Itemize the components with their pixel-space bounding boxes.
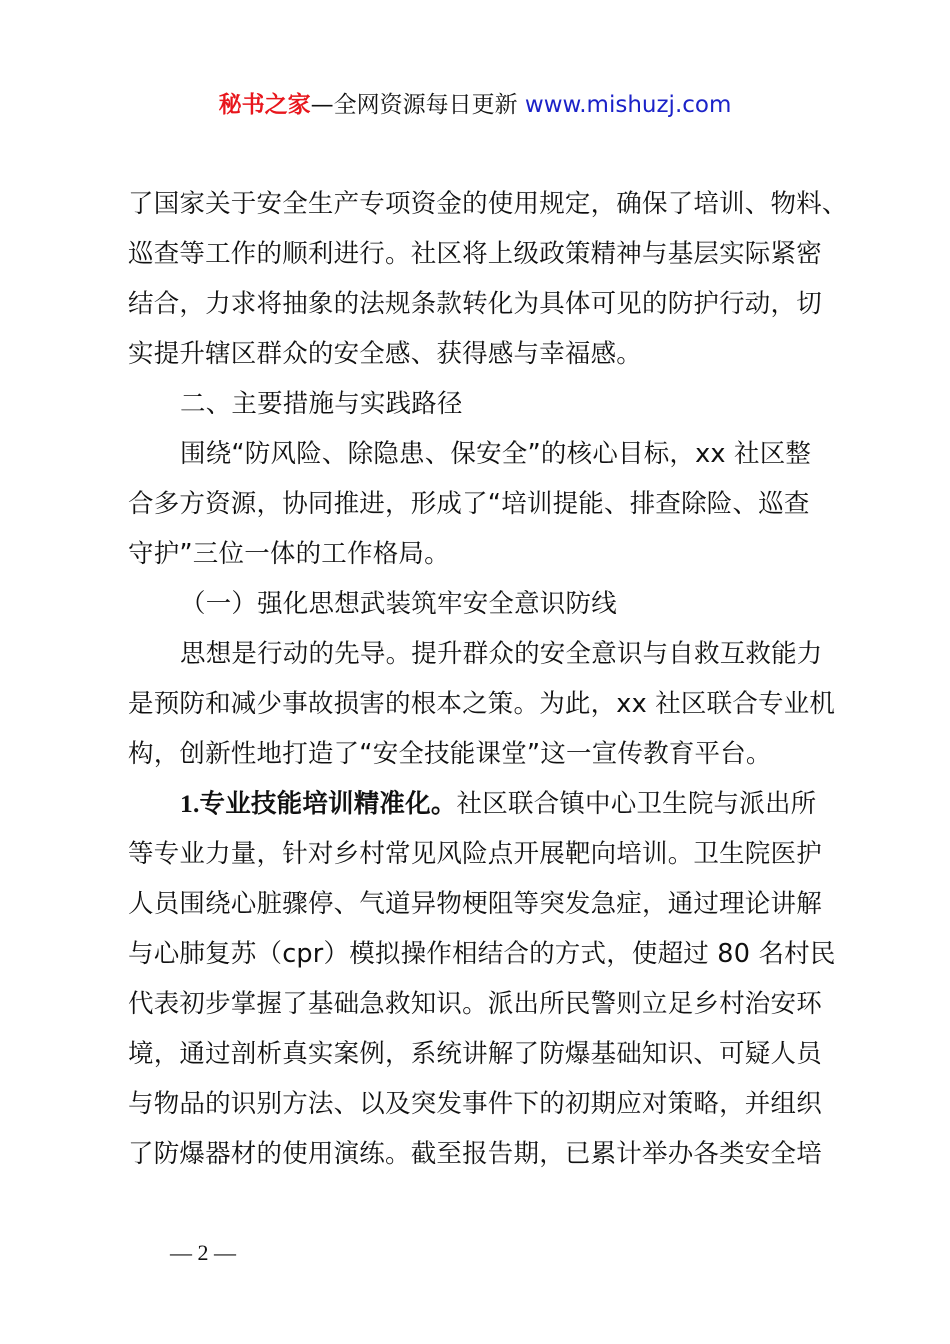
paragraph-line: 了防爆器材的使用演练。截至报告期，已累计举办各类安全培 — [128, 1139, 822, 1169]
paragraph-line: 代表初步掌握了基础急救知识。派出所民警则立足乡村治安环 — [128, 989, 822, 1019]
item-number: 1. — [180, 789, 200, 818]
site-header — [0, 88, 950, 122]
paragraph-line: 合多方资源，协同推进，形成了“培训提能、排查除险、巡查 — [128, 489, 810, 519]
paragraph-line: 巡查等工作的顺利进行。社区将上级政策精神与基层实际紧密 — [128, 239, 822, 269]
page-number: — 2 — — [170, 1240, 236, 1265]
subsection-heading: （一）强化思想武装筑牢安全意识防线 — [180, 589, 617, 619]
paragraph-line: 围绕“防风险、除隐患、保安全”的核心目标，xx 社区整 — [180, 439, 812, 469]
paragraph-line: 思想是行动的先导。提升群众的安全意识与自救互救能力 — [180, 639, 823, 669]
item-title: 专业技能培训精准化。 — [199, 789, 457, 819]
header-dash: — — [310, 92, 334, 118]
paragraph-line: 了国家关于安全生产专项资金的使用规定，确保了培训、物料、 — [128, 189, 848, 219]
paragraph-line: 守护”三位一体的工作格局。 — [128, 539, 450, 569]
paragraph-line: 人员围绕心脏骤停、气道异物梗阻等突发急症，通过理论讲解 — [128, 889, 822, 919]
paragraph-line: 等专业力量，针对乡村常见风险点开展靶向培训。卫生院医护 — [128, 839, 822, 869]
paragraph-line: 构，创新性地打造了“安全技能课堂”这一宣传教育平台。 — [128, 739, 772, 769]
brand-name: 秘书之家 — [218, 92, 311, 118]
paragraph-line: 结合，力求将抽象的法规条款转化为具体可见的防护行动，切 — [128, 289, 822, 319]
paragraph-line: 是预防和减少事故损害的根本之策。为此，xx 社区联合专业机 — [128, 689, 836, 719]
header-slogan: 全网资源每日更新 — [333, 92, 525, 118]
paragraph-line: 实提升辖区群众的安全感、获得感与幸福感。 — [128, 339, 643, 369]
item-text: 社区联合镇中心卫生院与派出所 — [456, 789, 817, 819]
paragraph-line — [180, 787, 892, 821]
paragraph-line: 与物品的识别方法、以及突发事件下的初期应对策略，并组织 — [128, 1089, 822, 1119]
section-heading: 二、主要措施与实践路径 — [180, 389, 463, 419]
paragraph-line: 与心肺复苏（cpr）模拟操作相结合的方式，使超过 80 名村民 — [128, 939, 836, 969]
website-link[interactable]: www.mishuzj.com — [524, 92, 732, 118]
paragraph-line: 境，通过剖析真实案例，系统讲解了防爆基础知识、可疑人员 — [128, 1039, 822, 1069]
